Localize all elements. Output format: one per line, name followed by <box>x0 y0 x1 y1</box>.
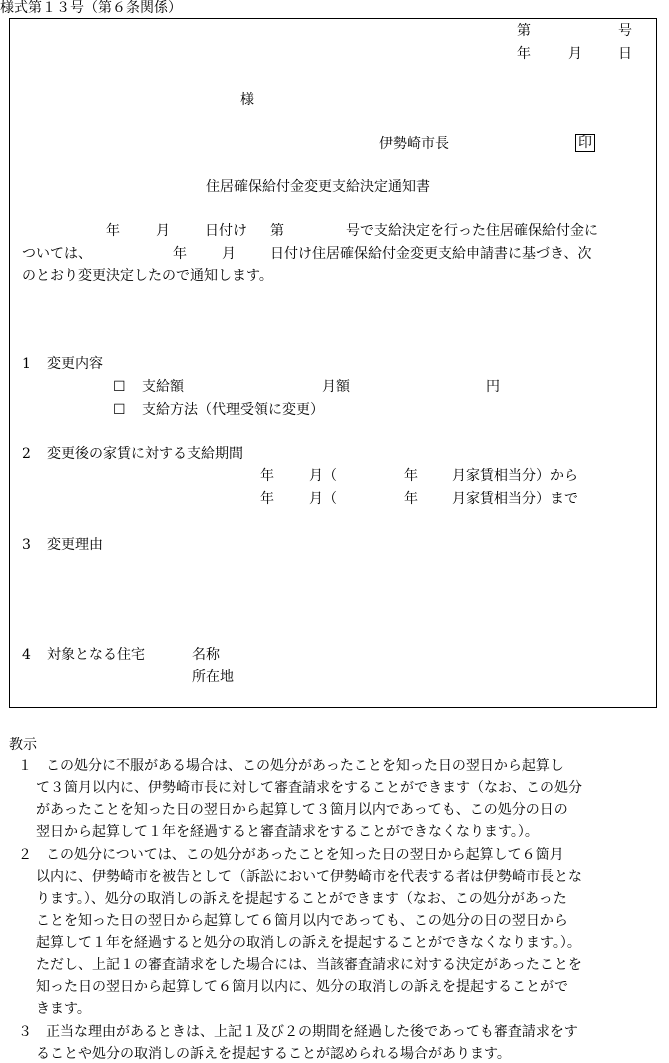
notice-1-line: １ この処分に不服がある場合は、この処分があったことを知った日の翌日から起算し <box>18 758 564 774</box>
section-4-number: 4 <box>22 647 31 663</box>
section-4-title: 対象となる住宅 <box>47 647 145 663</box>
notice-2-line: ことを知った日の翌日から起算して６箇月以内であっても、この処分の日の翌日から <box>36 913 568 929</box>
period-to-year: 年 <box>260 491 274 507</box>
notice-2-line: ります。）、処分の取消しの訴えを提起することができます（なお、この処分があった <box>36 891 567 907</box>
intro-l2-year: 年 <box>173 246 187 262</box>
period-from-year2: 年 <box>404 468 418 484</box>
notice-2-line: ２ この処分については、この処分があったことを知った日の翌日から起算して６箇月 <box>18 847 564 863</box>
section-2-number: 2 <box>22 446 31 462</box>
intro-l2-tail: 日付け住居確保給付金変更支給申請書に基づき、次 <box>270 246 592 262</box>
amount-label: 支給額 <box>142 379 184 395</box>
notice-1-line: て３箇月以内に、伊勢崎市長に対して審査請求をすることができます（なお、この処分 <box>36 780 582 796</box>
date-day: 日 <box>618 46 632 62</box>
period-to-month: 月（ <box>309 491 337 507</box>
section-1-number: 1 <box>22 356 31 372</box>
period-to-year2: 年 <box>404 491 418 507</box>
form-label: 様式第１３号（第６条関係） <box>0 0 182 16</box>
notice-2-line: きます。 <box>36 1001 91 1017</box>
addressee-suffix: 様 <box>240 92 254 108</box>
seal-mark: 印 <box>575 134 595 152</box>
section-3-number: 3 <box>22 537 31 553</box>
doc-number-suffix: 号 <box>618 23 632 39</box>
notice-2-line: 起算して１年を経過すると処分の取消しの訴えを提起することができなくなります。）。 <box>36 935 581 951</box>
doc-title: 住居確保給付金変更支給決定通知書 <box>206 179 430 195</box>
notice-2-line: ただし、上記１の審査請求をした場合には、当該審査請求に対する決定があったことを <box>36 957 582 973</box>
section-3-title: 変更理由 <box>47 537 103 553</box>
intro-l2-month: 月 <box>222 246 236 262</box>
notice-3-line: ることや処分の取消しの訴えを提起することが認められる場合があります。 <box>36 1046 511 1062</box>
notice-title: 教示 <box>9 737 37 753</box>
checkbox-method: ☐ <box>113 402 126 418</box>
intro-l3: のとおり変更決定したので通知します。 <box>22 268 273 284</box>
period-from-tail: 月家賃相当分）から <box>452 468 578 484</box>
housing-name-label: 名称 <box>192 647 220 663</box>
form-frame <box>9 18 657 708</box>
period-from-month: 月（ <box>309 468 337 484</box>
monthly-label: 月額 <box>322 379 350 395</box>
intro-l1-tail: 号で支給決定を行った住居確保給付金に <box>346 223 598 239</box>
date-month: 月 <box>568 46 582 62</box>
notice-2-line: 以内に、伊勢崎市を被告として（訴訟において伊勢崎市を代表する者は伊勢崎市長とな <box>36 869 582 885</box>
period-to-tail: 月家賃相当分）まで <box>452 491 578 507</box>
checkbox-amount: ☐ <box>113 379 126 395</box>
yen-label: 円 <box>486 379 500 395</box>
doc-number-prefix: 第 <box>517 23 531 39</box>
section-2-title: 変更後の家賃に対する支給期間 <box>47 446 243 462</box>
notice-1-line: があったことを知った日の翌日から起算して３箇月以内であっても、この処分の日の <box>36 802 568 818</box>
section-1-title: 変更内容 <box>47 356 103 372</box>
notice-3-line: ３ 正当な理由があるときは、上記１及び２の期間を経過した後であっても審査請求をす <box>18 1024 578 1040</box>
notice-2-line: 知った日の翌日から起算して６箇月以内に、処分の取消しの訴えを提起することがで <box>36 979 568 995</box>
notice-1-line: 翌日から起算して１年を経過すると審査請求をすることができなくなります。）。 <box>36 824 539 840</box>
intro-l2-head: ついては、 <box>22 246 92 262</box>
intro-l1-month: 月 <box>156 223 170 239</box>
period-from-year: 年 <box>260 468 274 484</box>
housing-address-label: 所在地 <box>192 669 234 685</box>
date-year: 年 <box>517 46 531 62</box>
sender-title: 伊勢崎市長 <box>379 136 449 152</box>
intro-l1-year: 年 <box>106 223 120 239</box>
method-label: 支給方法（代理受領に変更） <box>142 402 324 418</box>
intro-l1-no: 第 <box>270 223 284 239</box>
intro-l1-date: 日付け <box>205 223 247 239</box>
